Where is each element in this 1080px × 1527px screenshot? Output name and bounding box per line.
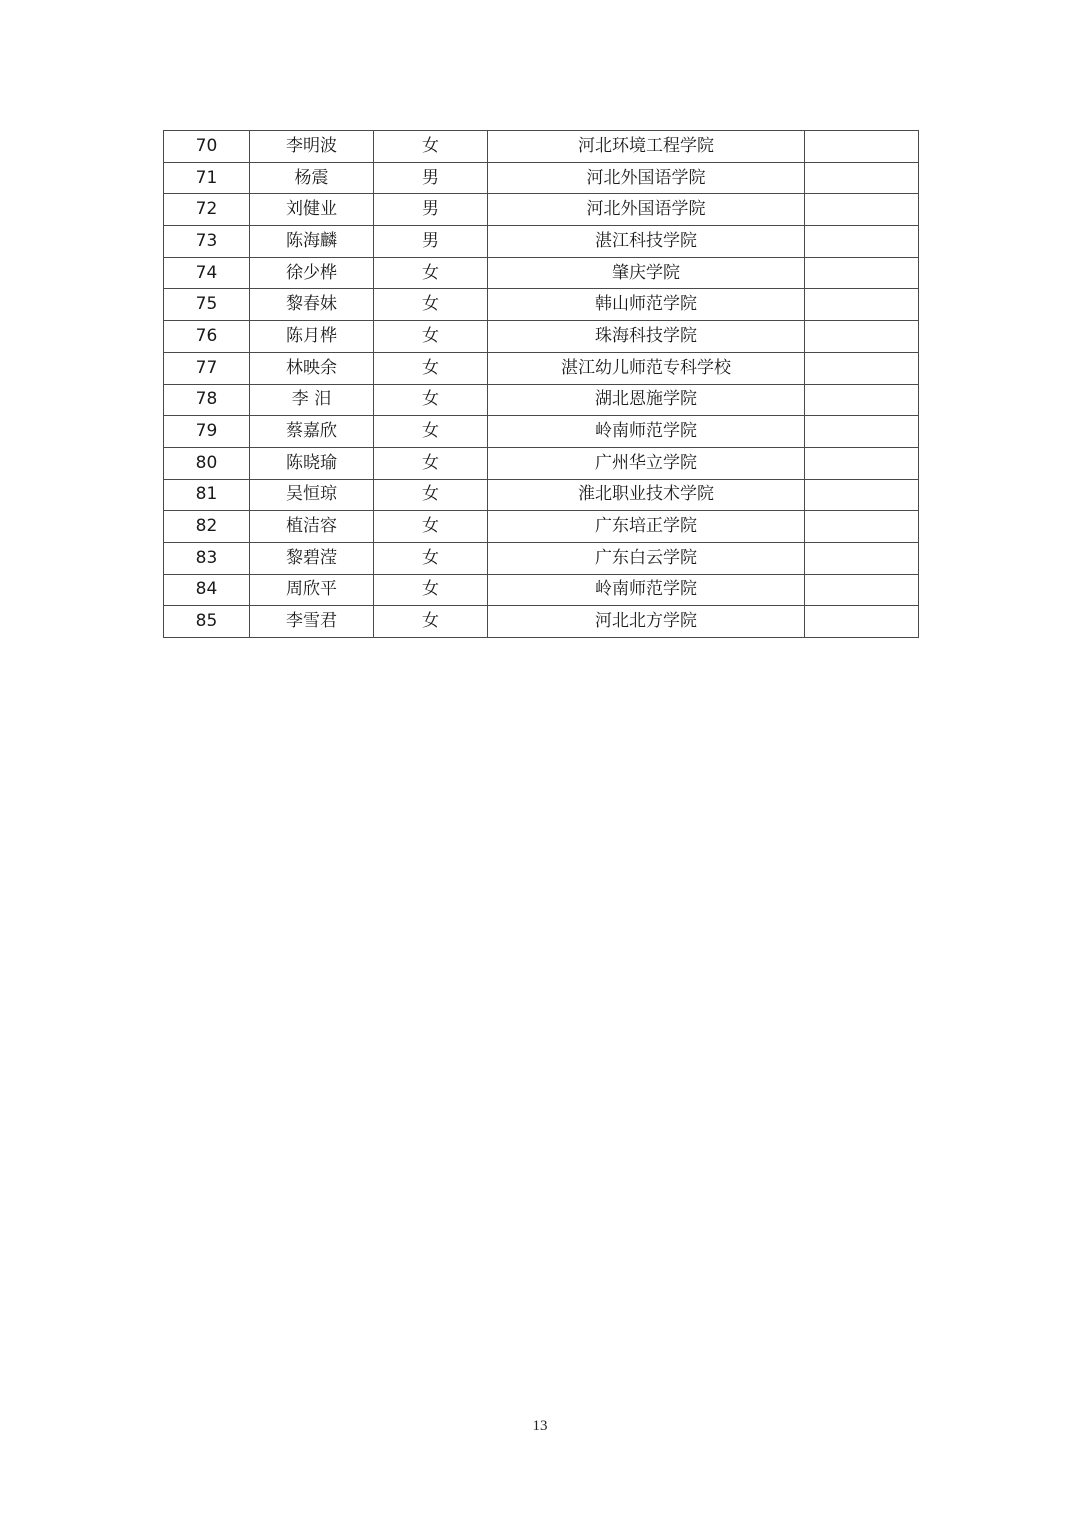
gender-cell: 女 [374,574,488,606]
gender-cell: 女 [374,321,488,353]
name-cell: 李 汨 [250,384,374,416]
school-cell: 湛江幼儿师范专科学校 [488,352,805,384]
row-number-cell: 72 [164,194,250,226]
note-cell [805,384,919,416]
note-cell [805,194,919,226]
table-row [164,257,919,289]
name-cell: 黎碧滢 [250,542,374,574]
gender-cell: 女 [374,257,488,289]
school-cell: 湖北恩施学院 [488,384,805,416]
note-cell [805,352,919,384]
row-number-cell: 76 [164,321,250,353]
gender-cell: 女 [374,416,488,448]
row-number-cell: 84 [164,574,250,606]
name-cell: 李明波 [250,131,374,163]
gender-cell: 女 [374,352,488,384]
gender-cell: 女 [374,384,488,416]
table-row [164,479,919,511]
note-cell [805,321,919,353]
school-cell: 河北环境工程学院 [488,131,805,163]
gender-cell: 男 [374,194,488,226]
school-cell: 淮北职业技术学院 [488,479,805,511]
name-cell: 陈晓瑜 [250,447,374,479]
gender-cell: 女 [374,447,488,479]
name-cell: 陈月桦 [250,321,374,353]
school-cell: 河北外国语学院 [488,194,805,226]
table-row [164,226,919,258]
row-number-cell: 73 [164,226,250,258]
table-row [164,289,919,321]
name-cell: 植洁容 [250,511,374,543]
school-cell: 岭南师范学院 [488,416,805,448]
gender-cell: 女 [374,511,488,543]
note-cell [805,257,919,289]
row-number-cell: 80 [164,447,250,479]
school-cell: 河北北方学院 [488,606,805,638]
gender-cell: 男 [374,226,488,258]
row-number-cell: 71 [164,162,250,194]
name-cell: 黎春妹 [250,289,374,321]
row-number-cell: 79 [164,416,250,448]
school-cell: 肇庆学院 [488,257,805,289]
table-row [164,384,919,416]
row-number-cell: 74 [164,257,250,289]
name-cell: 杨震 [250,162,374,194]
table-row [164,131,919,163]
gender-cell: 女 [374,542,488,574]
note-cell [805,162,919,194]
note-cell [805,416,919,448]
note-cell [805,479,919,511]
name-cell: 李雪君 [250,606,374,638]
school-cell: 广州华立学院 [488,447,805,479]
name-cell: 林映余 [250,352,374,384]
row-number-cell: 75 [164,289,250,321]
note-cell [805,447,919,479]
school-cell: 湛江科技学院 [488,226,805,258]
school-cell: 岭南师范学院 [488,574,805,606]
table-row [164,352,919,384]
gender-cell: 女 [374,131,488,163]
table-row [164,511,919,543]
name-cell: 陈海麟 [250,226,374,258]
table-row [164,194,919,226]
gender-cell: 男 [374,162,488,194]
note-cell [805,131,919,163]
table-row [164,606,919,638]
name-cell: 徐少桦 [250,257,374,289]
row-number-cell: 82 [164,511,250,543]
roster-table-body [164,131,919,638]
note-cell [805,542,919,574]
table-row [164,321,919,353]
school-cell: 广东白云学院 [488,542,805,574]
name-cell: 蔡嘉欣 [250,416,374,448]
note-cell [805,606,919,638]
school-cell: 河北外国语学院 [488,162,805,194]
note-cell [805,511,919,543]
table-row [164,447,919,479]
row-number-cell: 81 [164,479,250,511]
school-cell: 韩山师范学院 [488,289,805,321]
school-cell: 珠海科技学院 [488,321,805,353]
name-cell: 周欣平 [250,574,374,606]
note-cell [805,574,919,606]
note-cell [805,289,919,321]
row-number-cell: 77 [164,352,250,384]
table-row [164,162,919,194]
table-row [164,416,919,448]
gender-cell: 女 [374,289,488,321]
note-cell [805,226,919,258]
name-cell: 吴恒琼 [250,479,374,511]
gender-cell: 女 [374,606,488,638]
name-cell: 刘健业 [250,194,374,226]
table-row [164,574,919,606]
table-row [164,542,919,574]
page-number: 13 [532,1418,548,1434]
row-number-cell: 70 [164,131,250,163]
row-number-cell: 78 [164,384,250,416]
row-number-cell: 85 [164,606,250,638]
school-cell: 广东培正学院 [488,511,805,543]
roster-table [163,130,919,638]
gender-cell: 女 [374,479,488,511]
row-number-cell: 83 [164,542,250,574]
